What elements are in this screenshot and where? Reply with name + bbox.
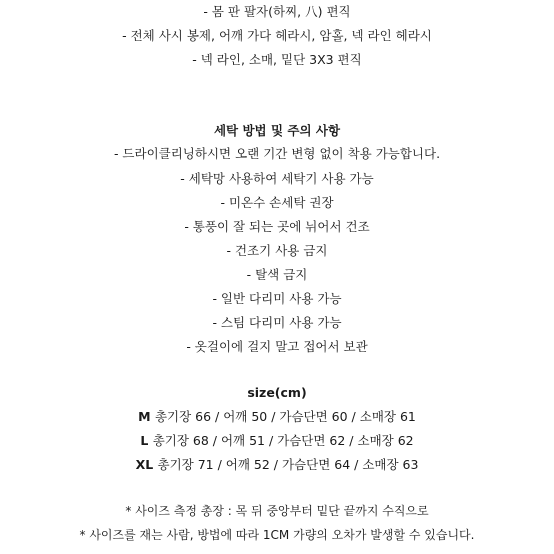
size-values: 총기장 66 / 어깨 50 / 가슴단면 60 / 소매장 61 — [154, 409, 416, 424]
size-values: 총기장 68 / 어깨 51 / 가슴단면 62 / 소매장 62 — [152, 433, 414, 448]
care-item: - 일반 다리미 사용 가능 — [212, 291, 342, 306]
size-values: 총기장 71 / 어깨 52 / 가슴단면 64 / 소매장 63 — [157, 457, 419, 472]
care-item: - 건조기 사용 금지 — [226, 243, 328, 258]
care-title: 세탁 방법 및 주의 사항 — [213, 123, 341, 138]
size-note: * 사이즈 측정 총장 : 목 뒤 중앙부터 밑단 끝까지 수직으로 — [125, 504, 429, 518]
care-item: - 탈색 금지 — [246, 267, 308, 282]
size-row — [0, 457, 554, 473]
size-row — [0, 409, 554, 425]
detail-line: - 넥 라인, 소매, 밑단 3X3 편직 — [192, 52, 362, 67]
care-item: - 통풍이 잘 되는 곳에 뉘어서 건조 — [184, 219, 370, 234]
care-item: - 세탁망 사용하여 세탁기 사용 가능 — [180, 171, 374, 186]
size-row — [0, 433, 554, 449]
care-item: - 옷걸이에 걸지 말고 접어서 보관 — [186, 339, 368, 354]
size-title: size(cm) — [247, 385, 307, 400]
detail-line: - 몸 판 팔자(하찌, 八) 편직 — [203, 4, 351, 19]
size-label: XL — [135, 457, 154, 472]
size-label: L — [140, 433, 149, 448]
detail-line: - 전체 사시 봉제, 어깨 가다 헤라시, 암홀, 넥 라인 헤라시 — [122, 28, 432, 43]
size-label: M — [138, 409, 151, 424]
care-item: - 미온수 손세탁 권장 — [220, 195, 334, 210]
size-note: * 사이즈를 재는 사람, 방법에 따라 1CM 가량의 오차가 발생할 수 있습니다. — [79, 528, 475, 542]
care-item: - 스팀 다리미 사용 가능 — [212, 315, 342, 330]
care-item: - 드라이클리닝하시면 오랜 기간 변형 없이 착용 가능합니다. — [113, 146, 441, 161]
